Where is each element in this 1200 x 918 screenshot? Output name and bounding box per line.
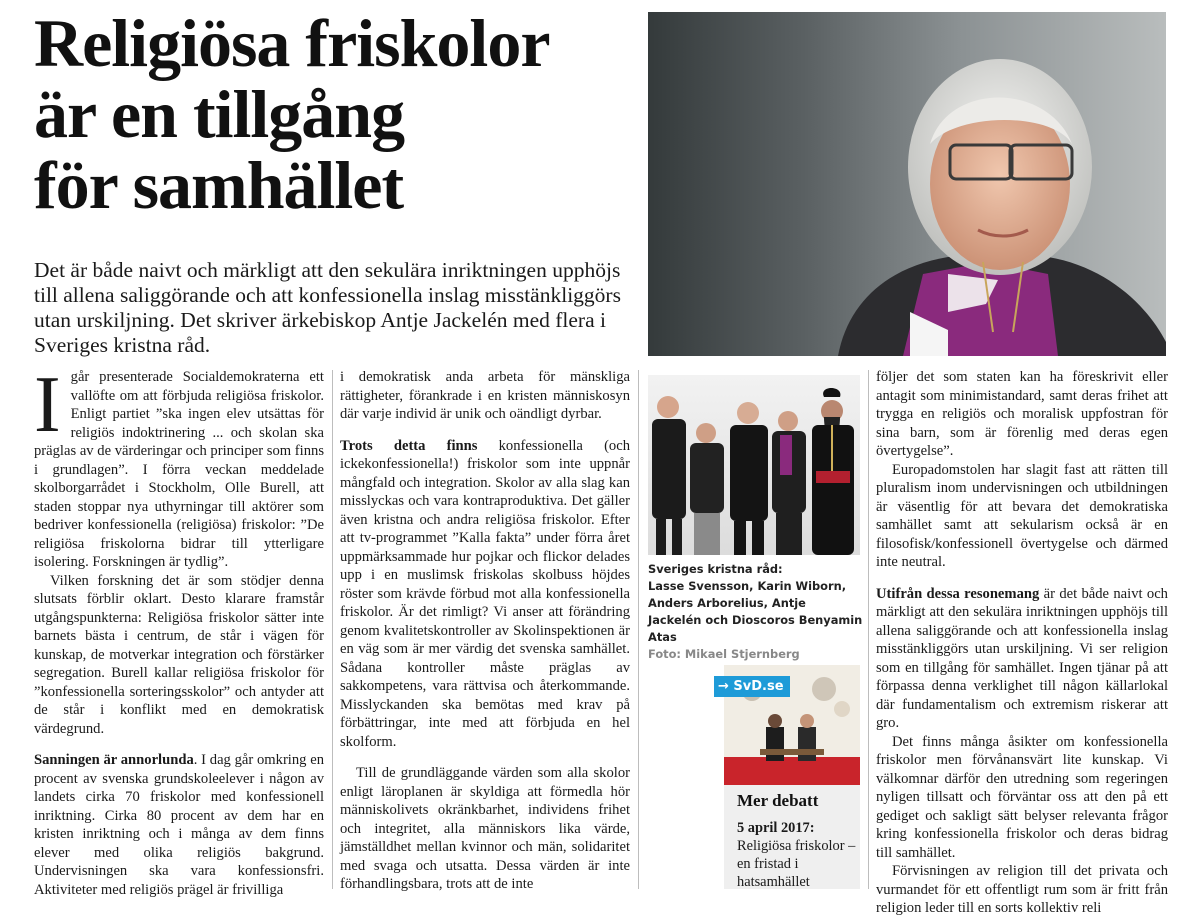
photo-caption [648,561,863,663]
related-article-link[interactable] [737,819,860,891]
body-paragraph: Det finns många åsikter om konfessionella friskolor men förvånansvärt lite kunskap. Vi välkomnar därför den utredning som regeringen nyligen tillsatt och förväntar oss att den på ett gediget och sakligt sätt belyser relevanta frågor kring konfessionella friskolor och deras bidrag till samhället. [876,733,1168,861]
portrait-illustration [648,12,1166,356]
paragraph-text: går presenterade Socialdemokraterna ett vallöfte om att förbjuda religiösa friskolor. Enligt partiet ”ska ingen elev utsättas för religiös indoktrinering ... och skolan ska präglas av de värderingar och principer som finns i grundlagen”. I förra veckan meddelade skolborgarrådet i Stockholm, Olle Burell, att staden stoppar nya uthyrningar till aktörer som bedriver konfessionella (religiösa) friskolor: ”De religiösa friskolorna bidrar till ytterligare isolering. Forskningen är tydlig”. [34,369,324,570]
related-article-date: 5 april 2017: [737,820,815,836]
body-paragraph [34,361,324,572]
body-paragraph: följer det som staten kan ha föreskrivit eller antagit som minimistandard, samt deras frihet att trygga en religiös och moralisk uppfostran för sina barn, som är förenlig med deras egen övertygelse”. [876,369,1168,459]
ingress: Det är både naivt och märkligt att den sekulära inriktningen upphöjs till allena saliggörande och att konfessionella inslag misstänkliggörs utan urskiljning. Det skriver ärkebiskop Antje Jackelén med flera i Sveriges kristna råd. [34,258,621,357]
body-paragraph [876,585,1168,733]
column-rule [868,370,869,889]
caption-label: Sveriges kristna råd: [648,562,783,576]
related-article-title: Mer debatt [737,791,819,810]
group-illustration [648,375,860,555]
body-paragraph: Till de grundläggande värden som alla skolor enligt läroplanen är skyldiga att förmedla hör människolivets okränkbarhet, individens frihet och integritet, alla människors lika värde, jämställdhet mellan kvinnor och män, solidaritet med svaga och utsatta. Dessa värden är inte förhandlingsbara, trots att de inte [340,765,630,892]
paragraph-lead: Trots detta finns [340,437,478,454]
svd-link-tag[interactable]: → SvD.se [714,676,790,697]
group-photo [648,375,860,555]
related-article-headline: Religiösa friskolor – en fristad i hatsamhället [737,838,856,890]
paragraph-lead: Sanningen är annorlunda [34,752,194,768]
body-paragraph: i demokratisk anda arbeta för mänskliga rättigheter, förankrade i en kristen människosyn där varje individ är unik och oändligt dyrbar. [340,369,630,422]
related-article-text [724,785,860,889]
column-rule [638,370,639,889]
headline-line-3: för samhället [34,147,404,223]
body-paragraph [340,437,630,752]
main-portrait-photo [648,12,1166,356]
related-article-box[interactable] [724,665,860,889]
caption-credit: Foto: Mikael Stjernberg [648,647,800,661]
body-paragraph: Europadomstolen har slagit fast att rätten till pluralism inom undervisningen och utbildningen är väsentlig för att bevara det demokratiska samhället samt att sekularism också är en filosofisk/konfessionell övertygelse och därmed inte neutral. [876,461,1168,570]
drop-cap: I [34,361,61,449]
paragraph-text: är det både naivt och märkligt att den sekulära inriktningen upphöjs till allena saliggörande och att konfessionella inslag misstänkliggörs utan urskiljning. Vi ser religion som en tillgång för samhället. Ingen tjänar på att förpassa denna verklighet till någon källarlokal där fundamentalism och extremism riskerar att gro. [876,585,1168,731]
paragraph-lead: Utifrån dessa resonemang [876,585,1040,602]
body-column-1 [34,361,324,898]
headline [34,5,634,223]
paragraph-text: konfessionella (och ickekonfessionella!) friskolor som inte uppnår mångfald och integration. Skolor av alla slag kan misslyckas och vara kontraproduktiva. Det gäller även kristna och andra religiösa friskolor. Efter att tv-programmet ”Kalla fakta” under förra året uppmärksammade hur pojkar och flickor delades upp i en muslimsk friskolas skolbuss höjdes röster som krävde förbud mot alla konfessionella friskolor. Är det rimligt? Vi anser att förändring genom kvalitetskontroller av Skolinspektionen är en väg som är mer värdig det svenska samhället. Sådana kontroller måste präglas av sakkompetens, vara rättvisa och återkommande. Misslyckanden ska bemötas med krav på förbättringar, inte med att förbjuda en hel skolform. [340,437,630,750]
paragraph-text: . I dag går omkring en procent av svenska grundskoleelever i någon av landets cirka 70 friskolor med konfessionell inriktning. Cirka 80 procent av dem har en kristen inriktning och i många av dem finns elever med olika religiös bakgrund. Undervisningen ska vara konfessionsfri. Aktiviteter med religiös prägel är frivilliga [34,752,324,898]
body-paragraph: Förvisningen av religion till det privata och vurmandet för ett offentligt rum som är fritt från religion leder till en sorts kollektiv reli [876,863,1168,916]
headline-line-2: är en tillgång [34,76,405,152]
body-column-2 [340,368,630,892]
body-paragraph: Vilken forskning det är som stödjer denna slutsats förblir oklart. Desto klarare framstår utgångspunkterna: Religiösa friskolor sätter inte barnets bästa i centrum, de står i vägen för kunskap, de motverkar integration och förstärker segregation. Burell kallar religiösa friskolor för ”konfessionella sorteringsskolor” och antyder att de står i konflikt med en demokratisk värdegrund. [34,572,324,737]
body-column-4 [876,368,1168,916]
headline-line-1: Religiösa friskolor [34,5,550,81]
caption-names: Lasse Svensson, Karin Wiborn, Anders Arborelius, Antje Jackelén och Dioscoros Benyamin Atas [648,579,863,644]
column-rule [332,370,333,889]
body-paragraph [34,751,324,899]
